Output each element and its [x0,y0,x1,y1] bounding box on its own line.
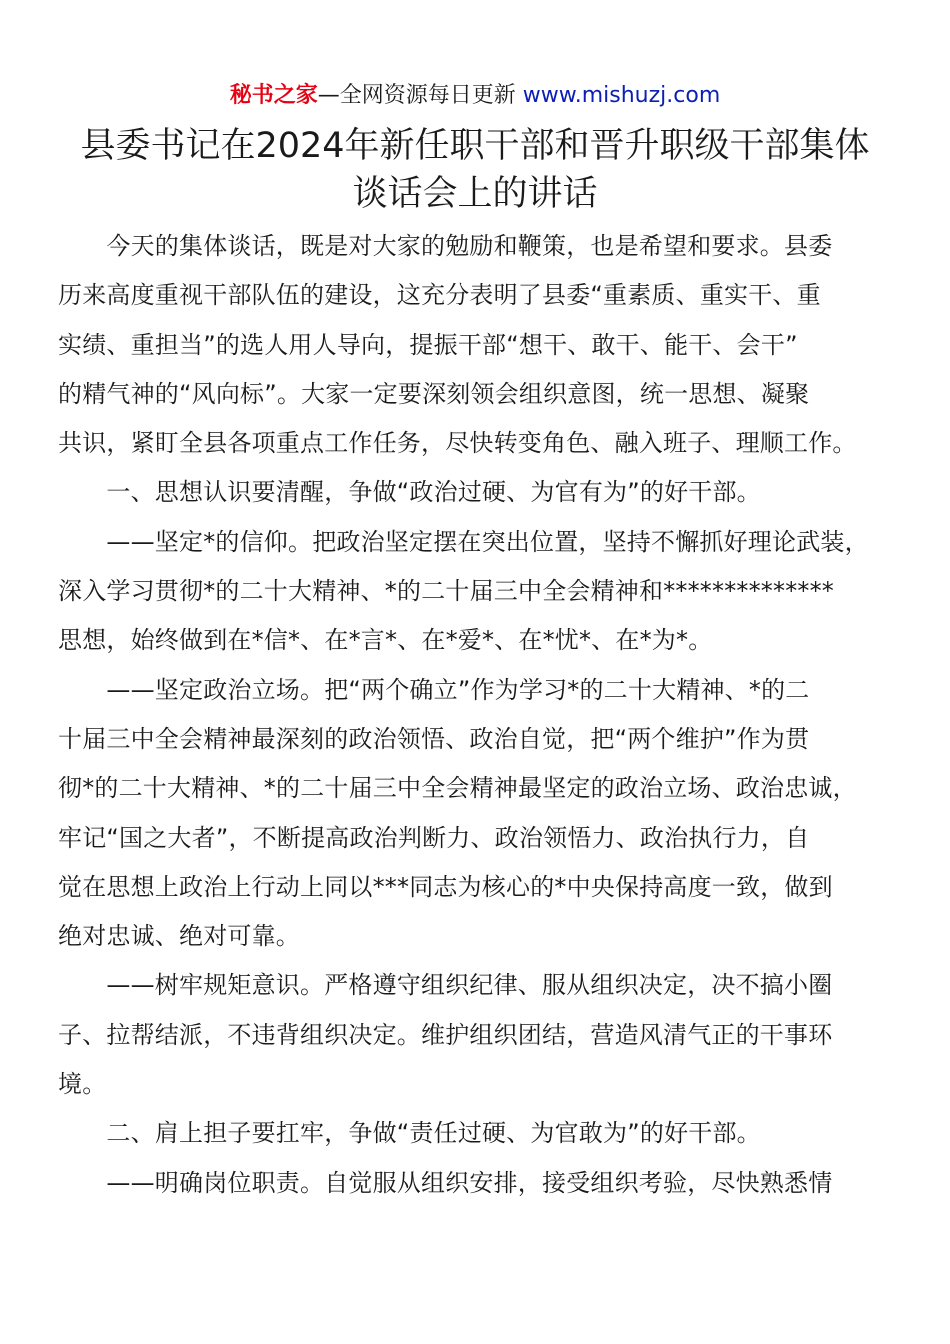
body-line: 子、拉帮结派，不违背组织决定。维护组织团结，营造风清气正的干事环 [58,1020,833,1049]
body-line: ——树牢规矩意识。严格遵守组织纪律、服从组织决定，决不搞小圈 [58,971,833,1000]
document-title [40,122,910,218]
body-line: 觉在思想上政治上行动上同以***同志为核心的*中央保持高度一致，做到 [58,872,833,901]
body-line: 的精气神的“风向标”。大家一定要深刻领会组织意图，统一思想、凝聚 [58,379,810,408]
body-line: 实绩、重担当”的选人用人导向，提振干部“想干、敢干、能干、会干” [58,330,798,359]
body-line: 绝对忠诚、绝对可靠。 [58,922,300,951]
site-header [0,80,950,112]
body-line: 共识，紧盯全县各项重点工作任务，尽快转变角色、融入班子、理顺工作。 [58,429,857,458]
body-line: 深入学习贯彻*的二十大精神、*的二十届三中全会精神和************** [58,577,834,606]
body-line: ——坚定政治立场。把“两个确立”作为学习*的二十大精神、*的二 [58,675,810,704]
title-line-2: 谈话会上的讲话 [352,174,598,214]
body-line: 历来高度重视干部队伍的建设，这充分表明了县委“重素质、重实干、重 [58,281,821,310]
body-line: ——明确岗位职责。自觉服从组织安排，接受组织考验，尽快熟悉情 [58,1168,833,1197]
body-line: 彻*的二十大精神、*的二十届三中全会精神最坚定的政治立场、政治忠诚， [58,774,857,803]
section-heading: 二、肩上担子要扛牢，争做“责任过硬、为官敢为”的好干部。 [58,1119,761,1148]
section-heading: 一、思想认识要清醒，争做“政治过硬、为官有为”的好干部。 [58,478,761,507]
body-line: 境。 [58,1070,107,1099]
body-line: 牢记“国之大者”，不断提高政治判断力、政治领悟力、政治执行力，自 [58,823,810,852]
site-name: 秘书之家 [229,83,318,108]
body-line: ——坚定*的信仰。把政治坚定摆在突出位置，坚持不懈抓好理论武装， [58,527,869,556]
body-line: 思想，始终做到在*信*、在*言*、在*爱*、在*忧*、在*为*。 [58,626,713,655]
title-line-1: 县委书记在2024年新任职干部和晋升职级干部集体 [80,126,870,166]
body-line: 今天的集体谈话，既是对大家的勉励和鞭策，也是希望和要求。县委 [58,232,833,260]
site-url-link[interactable]: www.mishuzj.com [522,83,721,108]
body-line: 十届三中全会精神最深刻的政治领悟、政治自觉，把“两个维护”作为贯 [58,724,810,753]
site-tagline: —全网资源每日更新 [317,83,523,108]
document-body [58,222,908,1208]
